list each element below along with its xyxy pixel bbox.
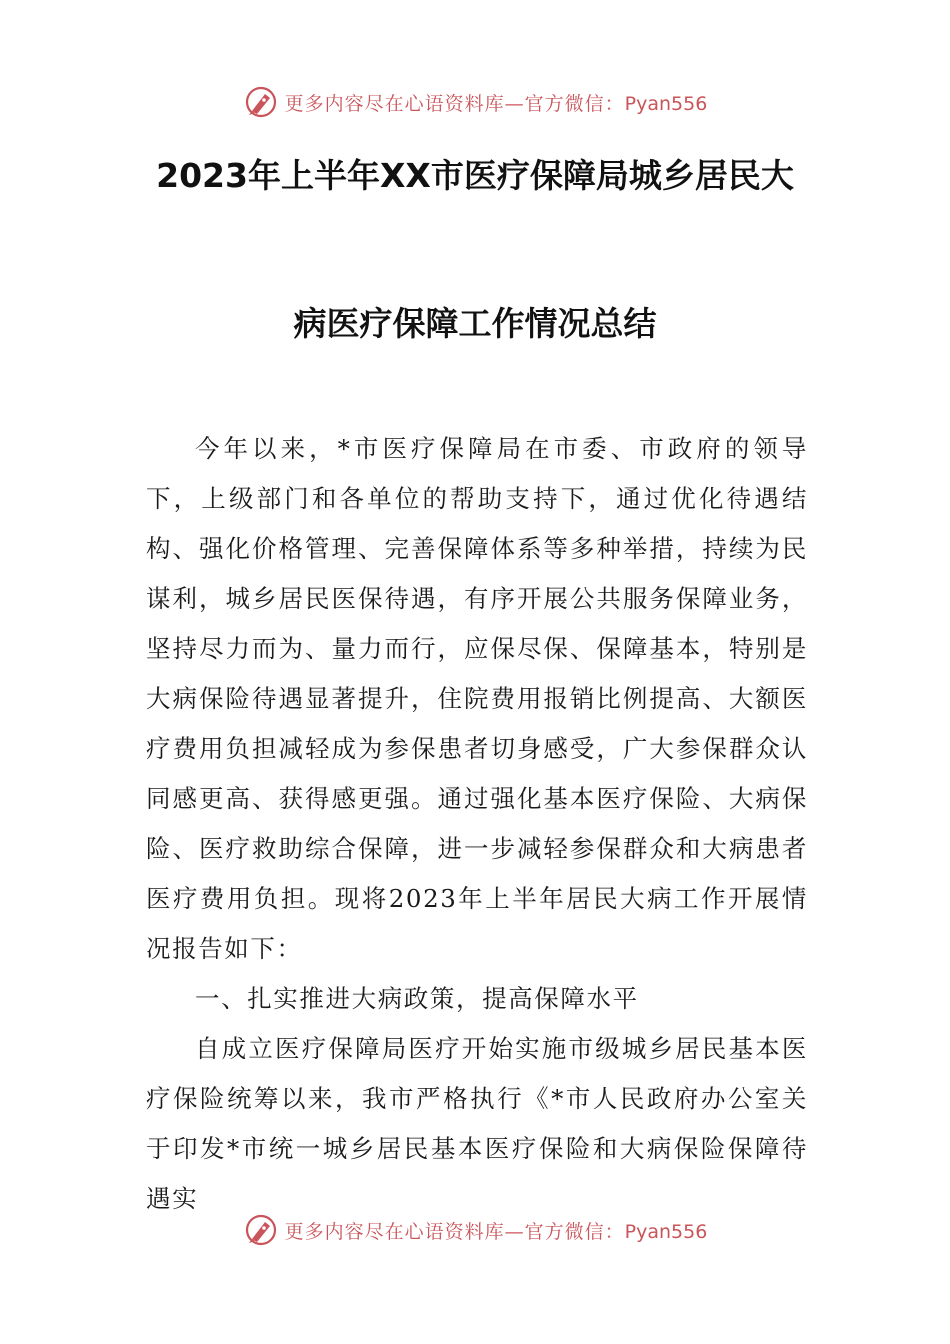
banner-text: 更多内容尽在心语资料库—官方微信：Pyan556 (284, 1220, 708, 1243)
footer-banner (0, 1210, 950, 1250)
header-banner (0, 82, 950, 122)
banner-wechat-id: Pyan556 (624, 92, 708, 115)
section-heading-1: 一、扎实推进大病政策，提高保障水平 (195, 984, 639, 1013)
body-paragraph-section-1: 自成立医疗保障局医疗开始实施市级城乡居民基本医疗保险统筹以来，我市严格执行《*市人民政府办公室关于印发*市统一城乡居民基本医疗保险和大病保险保障待遇实 (146, 1034, 808, 1213)
banner-wechat-id: Pyan556 (624, 1220, 708, 1243)
banner-text: 更多内容尽在心语资料库—官方微信：Pyan556 (284, 92, 708, 115)
document-title-line-1: 2023年上半年XX市医疗保障局城乡居民大 (156, 156, 794, 195)
document-body (146, 424, 808, 1224)
body-paragraph-intro: 今年以来，*市医疗保障局在市委、市政府的领导下，上级部门和各单位的帮助支持下，通过优化待遇结构、强化价格管理、完善保障体系等多种举措，持续为民谋利，城乡居民医保待遇，有序开展公共服务保障业务，坚持尽力而为、量力而行，应保尽保、保障基本，特别是大病保险待遇显著提升，住院费用报销比例提高、大额医疗费用负担减轻成为参保患者切身感受，广大参保群众认同感更高、获得感更强。通过强化基本医疗保险、大病保险、医疗救助综合保障，进一步减轻参保群众和大病患者医疗费用负担。现将2023年上半年居民大病工作开展情况报告如下： (146, 434, 808, 963)
pen-nib-logo-icon (243, 84, 279, 120)
pen-nib-logo-icon (243, 1212, 279, 1248)
document-title-line-2: 病医疗保障工作情况总结 (293, 304, 657, 343)
